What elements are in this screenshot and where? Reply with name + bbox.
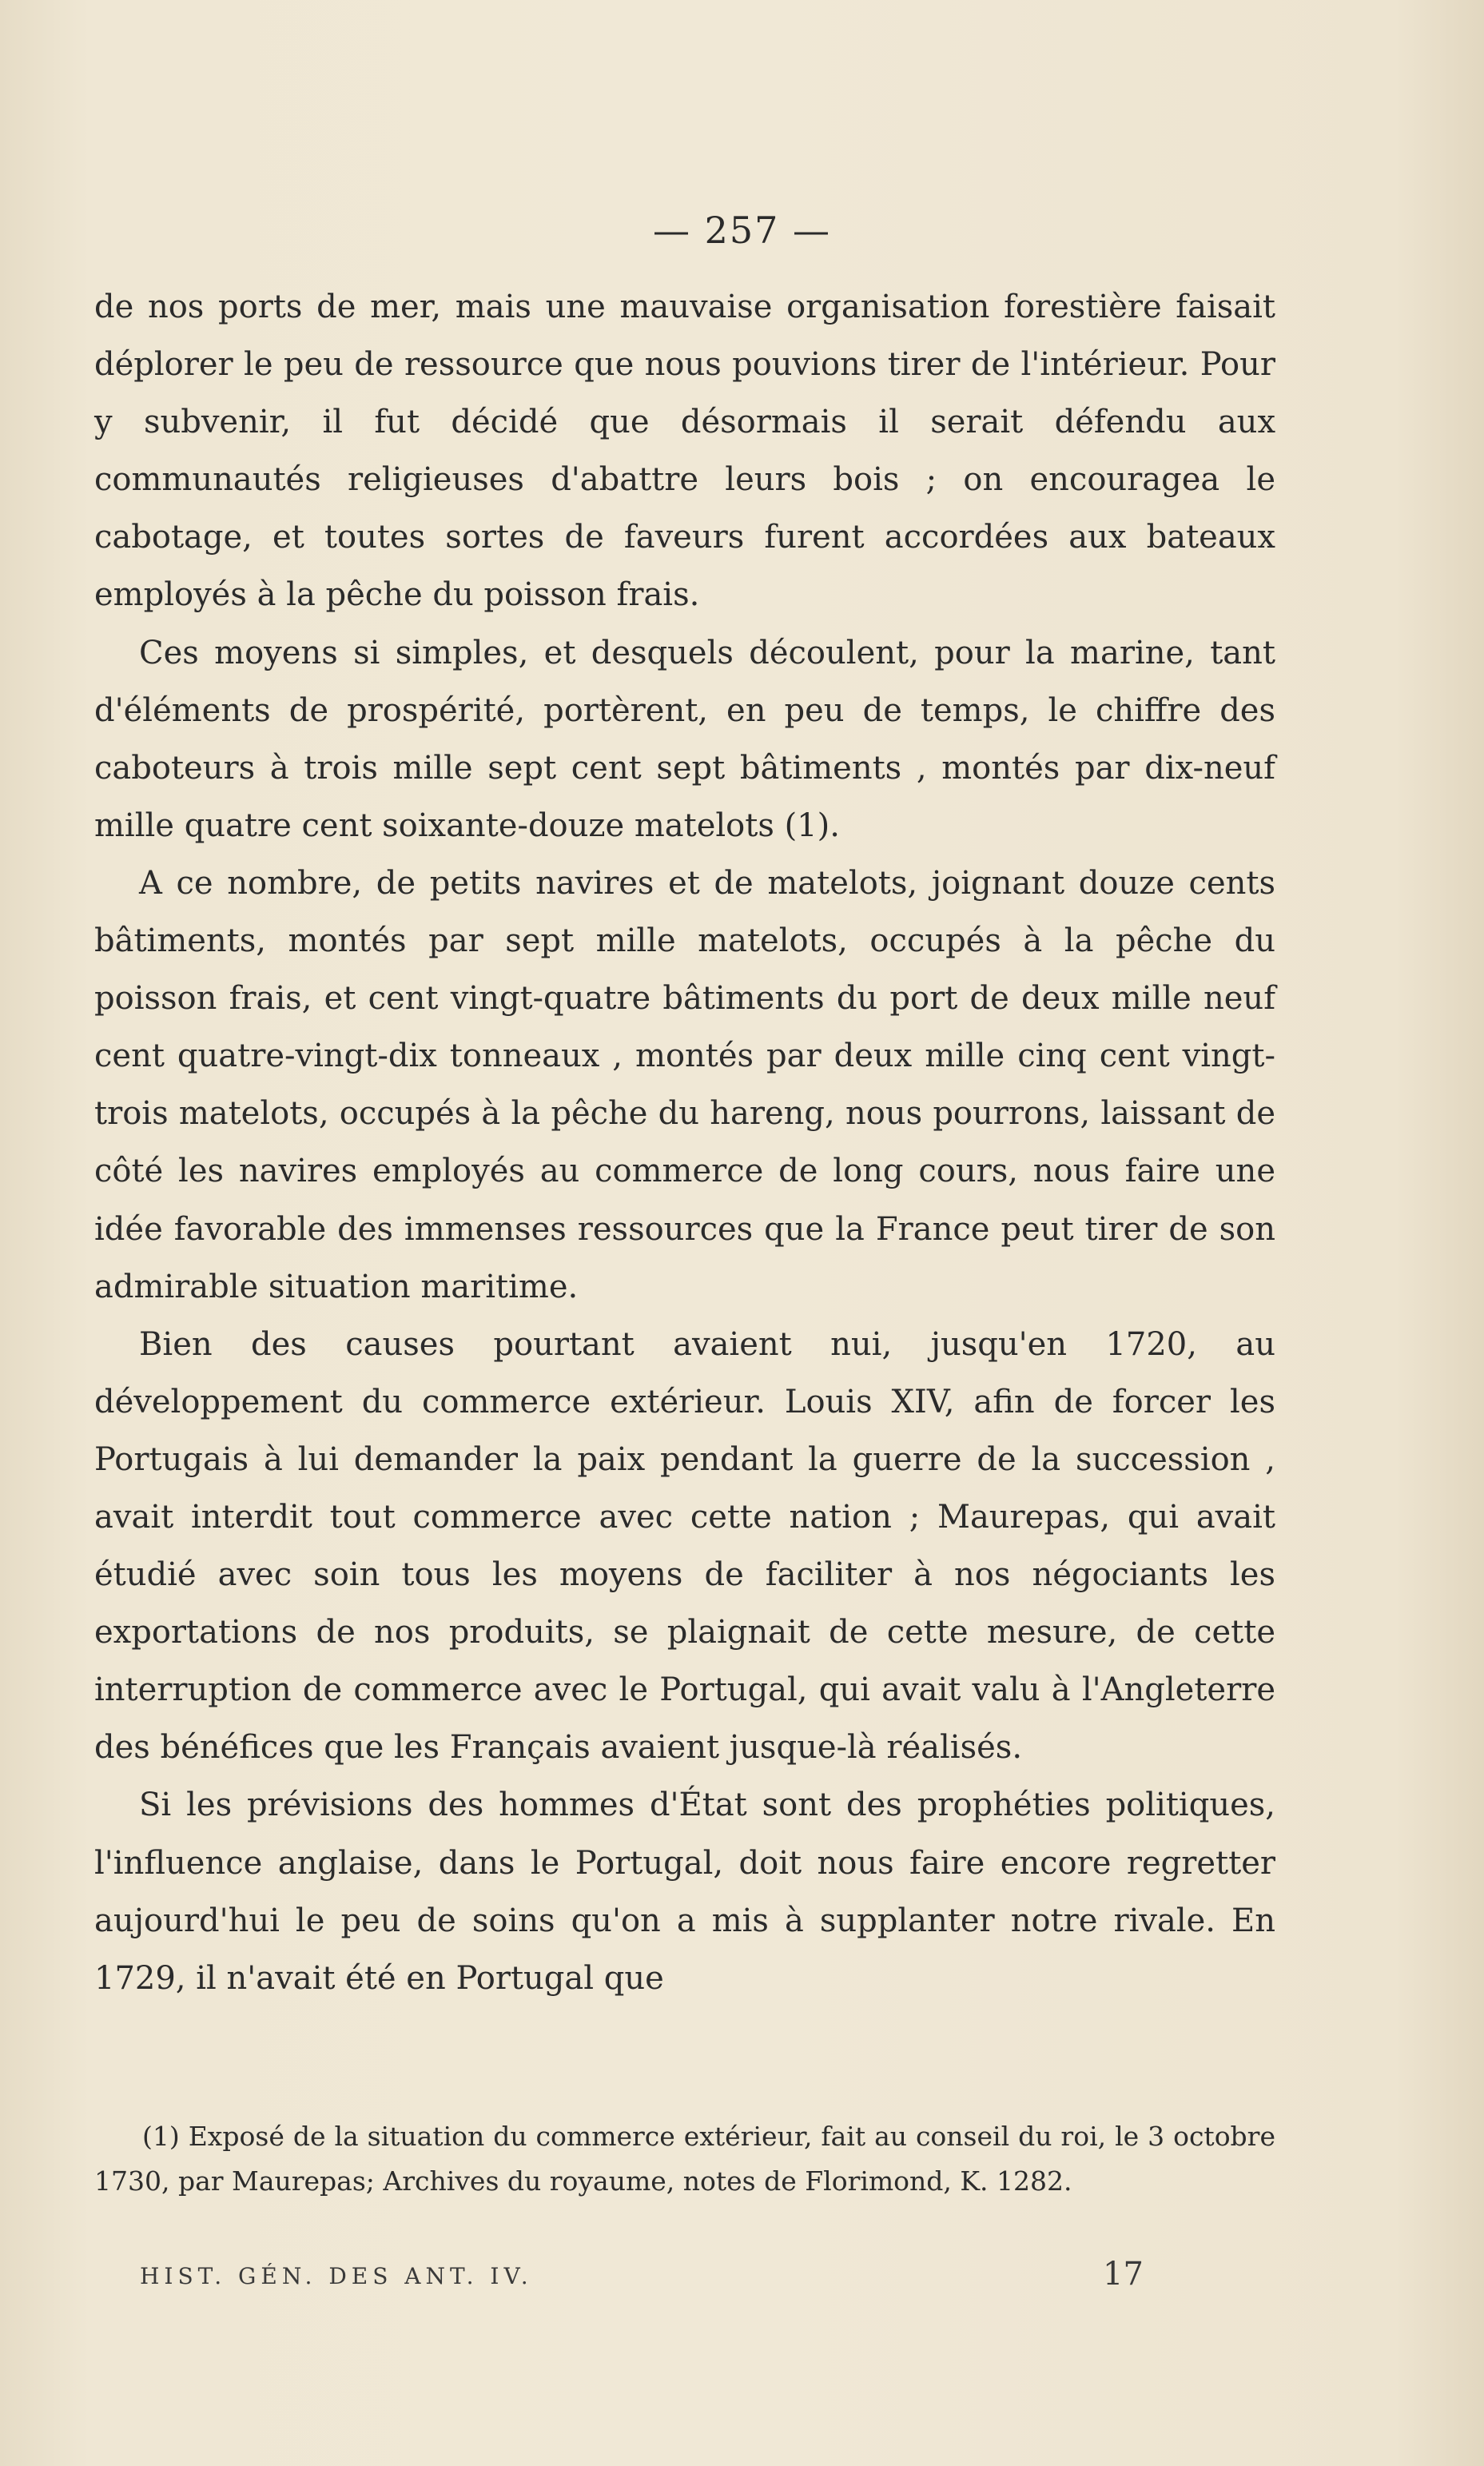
paragraph: A ce nombre, de petits navires et de matelots, joignant douze cents bâtiments, montés par sept mille matelots, occupés à la pêche du poisson frais, et cent vingt-quatre bâtiments du port de deux mille neuf cent quatre-vingt-dix tonneaux , montés par deux mille cinq cent vingt-trois matelots, occupés à la pêche du hareng, nous pourrons, laissant de côté les navires employés au commerce de long cours, nous faire une idée favorable des immenses ressources que la France peut tirer de son admirable situation maritime.: [94, 864, 1275, 1305]
paragraph: Ces moyens si simples, et desquels découlent, pour la marine, tant d'éléments de prospérité, portèrent, en peu de temps, le chiffre des caboteurs à trois mille sept cent sept bâtiments , montés par dix-neuf mille quatre cent soixante-douze matelots (1).: [94, 634, 1275, 844]
page-number: — 257 —: [652, 209, 832, 252]
paragraph: de nos ports de mer, mais une mauvaise organisation forestière faisait déplorer le peu de ressource que nous pouvions tirer de l'intérieur. Pour y subvenir, il fut décidé que désormais il serait défendu aux communautés religieuses d'abattre leurs bois ; on encouragea le cabotage, et toutes sortes de faveurs furent accordées aux bateaux employés à la pêche du poisson frais.: [94, 289, 1275, 614]
paragraph: Bien des causes pourtant avaient nui, jusqu'en 1720, au développement du commerce extérieur. Louis XIV, afin de forcer les Portugais à lui demander la paix pendant la guerre de la succession , avait interdit tout commerce avec cette nation ; Maurepas, qui avait étudié avec soin tous les moyens de faciliter à nos négociants les exportations de nos produits, se plaignait de cette mesure, de cette interruption de commerce avec le Portugal, qui avait valu à l'Angleterre des bénéfices que les Français avaient jusque-là réalisés.: [94, 1325, 1275, 1767]
signature-number: 17: [1103, 2256, 1144, 2293]
footnote-text: (1) Exposé de la situation du commerce extérieur, fait au conseil du roi, le 3 octobre 1730, par Maurepas; Archives du royaume, notes de Florimond, K. 1282.: [94, 2121, 1275, 2197]
signature-mark: HIST. GÉN. DES ANT. IV.: [140, 2263, 533, 2289]
footnote: [94, 2114, 1275, 2204]
body-text: [94, 278, 1275, 2007]
paragraph: Si les prévisions des hommes d'État sont des prophéties politiques, l'influence anglaise, dans le Portugal, doit nous faire encore regretter aujourd'hui le peu de soins qu'on a mis à supplanter notre rivale. En 1729, il n'avait été en Portugal que: [94, 1787, 1275, 1997]
